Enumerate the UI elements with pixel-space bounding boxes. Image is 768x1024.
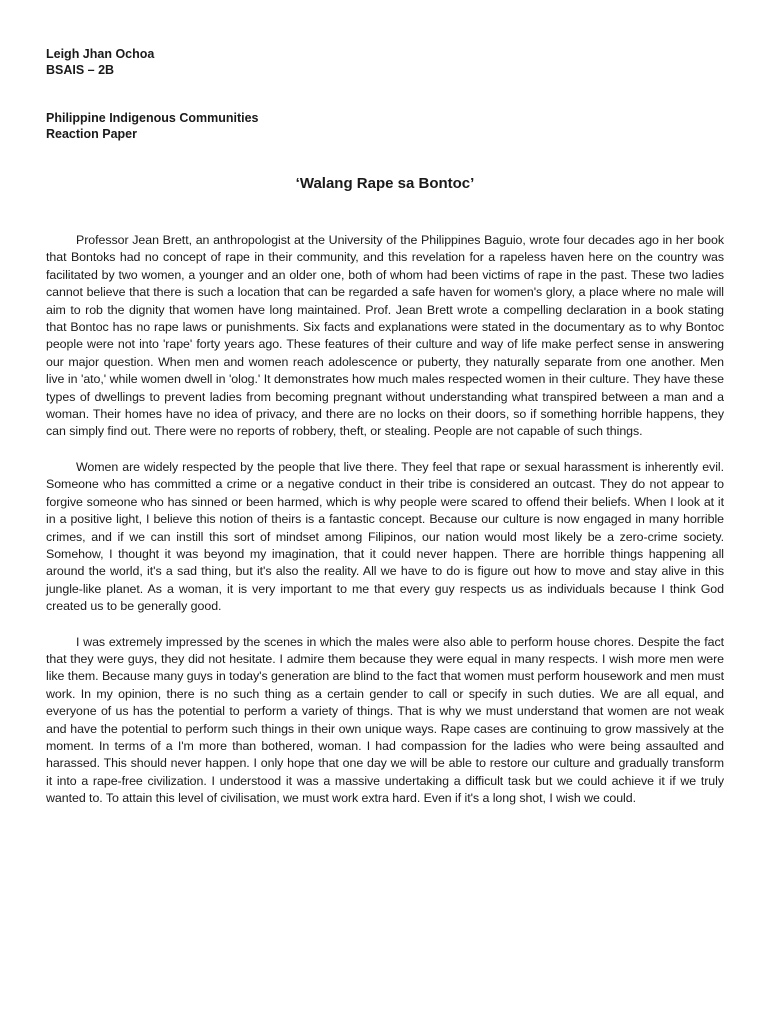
course-name: Philippine Indigenous Communities	[46, 111, 259, 125]
paragraph-3: I was extremely impressed by the scenes in which the males were also able to perform house chores. Despite the fact that they were guys, they did not hesitate. I admire them because they were equal in many respects. I wish more men were like them. Because many guys in today's generation are blind to the fact that women must perform housework and men must work. In my opinion, there is no such thing as a certain gender to call or specify in such duties. We are all equal, and everyone of us has the potential to perform a variety of things. That is why we must understand that women are not weak and have the potential to perform such things in their own unique ways. Rape cases are continuing to grow massively at the moment. In terms of a I'm more than bothered, woman. I had compassion for the ladies who were being assaulted and harassed. This should never happen. I only hope that one day we will be able to restore our culture and gradually transform it into a rape-free civilization. I understood it was a massive undertaking a difficult task but we could achieve it if we truly wanted to. To attain this level of civilisation, we must work extra hard. Even if it's a long shot, I wish we could.	[46, 634, 724, 806]
author-block	[46, 46, 724, 78]
section-label: BSAIS – 2B	[46, 63, 115, 77]
document-title: ‘Walang Rape sa Bontoc’	[295, 175, 475, 192]
document-page	[46, 46, 724, 826]
paragraph-2: Women are widely respected by the people that live there. They feel that rape or sexual harassment is inherently evil. Someone who has committed a crime or a negative conduct in their tribe is considered an outcast. They do not appear to forgive someone who has sinned or been harmed, which is why people were scared to offend their beliefs. When I look at it in a positive light, I believe this notion of theirs is a fantastic concept. Because our culture is now engaged in many horrible crimes, and if we can instill this sort of mindset among Filipinos, our nation would most likely be a zero-crime society. Somehow, I thought it was beyond my imagination, that it could never happen. There are horrible things happening all around the world, it's a sad thing, but it's also the reality. All we have to do is figure out how to move and stay alive in this jungle-like planet. As a woman, it is very important to me that every guy respects us as individuals because I think God created us to be generally good.	[46, 459, 724, 614]
body-text	[46, 232, 724, 808]
paper-type: Reaction Paper	[46, 127, 138, 141]
paragraph-1: Professor Jean Brett, an anthropologist at the University of the Philippines Baguio, wrote four decades ago in her book that Bontoks had no concept of rape in their community, and this revelation for a rapeless haven here on the country was facilitated by two women, a younger and an older one, both of whom had been victims of rape in the past. These two ladies cannot believe that there is such a location that can be regarded a safe haven for women's glory, a place where no male will aim to rob the dignity that women have long maintained. Prof. Jean Brett wrote a compelling declaration in a book stating that Bontoc has no rape laws or punishments. Six facts and explanations were stated in the documentary as to why Bontoc people were not into 'rape' forty years ago. These features of their culture and way of life make perfect sense in answering our major question. When men and women reach adolescence or puberty, they naturally separate from one another. Men live in 'ato,' while women dwell in 'olog.' It demonstrates how much males respected women in their culture. They have these types of dwellings to prevent ladies from becoming pregnant without understanding what transpired between a man and a woman. Their homes have no idea of privacy, and there are no locks on their doors, so if something horrible happens, they can simply find out. There were no reports of robbery, theft, or stealing. People are not capable of such things.	[46, 233, 724, 439]
author-name: Leigh Jhan Ochoa	[46, 47, 155, 61]
course-block	[46, 110, 724, 142]
